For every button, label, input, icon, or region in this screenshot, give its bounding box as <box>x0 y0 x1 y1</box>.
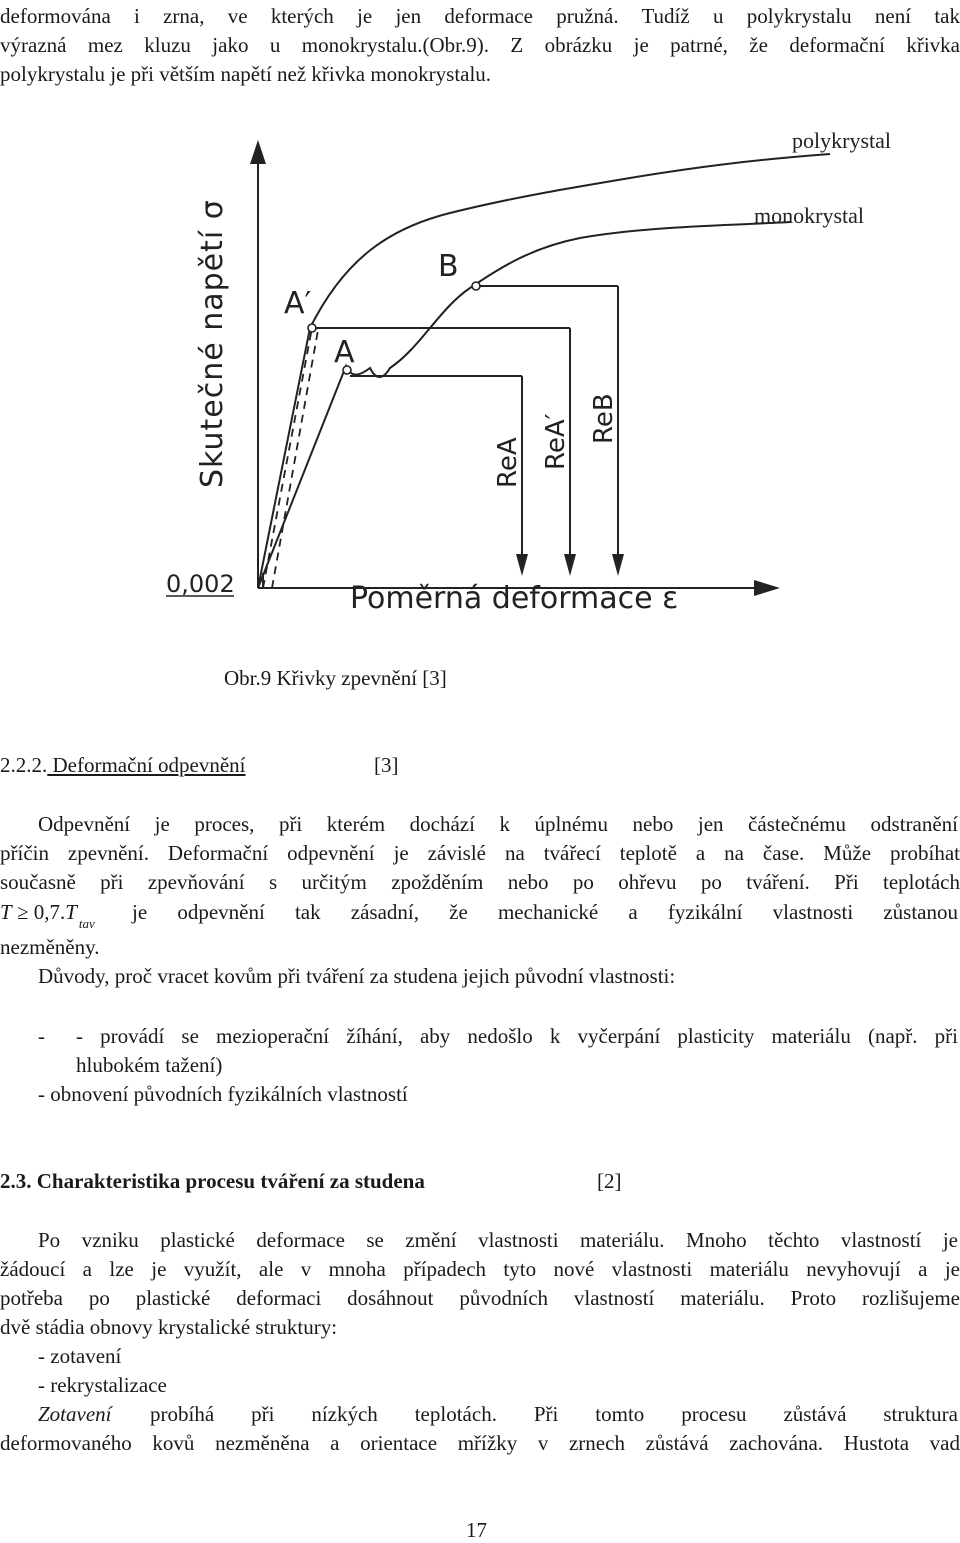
section-222-title: Deformační odpevnění <box>47 753 246 777</box>
intro-line-1: deformována i zrna, ve kterých je jen deformace pružná. Tudíž u polykrystalu není tak <box>0 4 960 28</box>
point-b-label: B <box>438 249 459 284</box>
section-23-ref: [2] <box>597 1169 622 1193</box>
reb-label: ReB <box>589 393 619 444</box>
dashed-elastic-line-2 <box>272 330 318 588</box>
dashed-elastic-line-1 <box>263 328 312 588</box>
page-number: 17 <box>466 1518 487 1542</box>
polykrystal-label: polykrystal <box>792 128 891 153</box>
formula <box>0 900 95 931</box>
rea-prime-arrowhead <box>564 554 576 576</box>
section-23-l7-italic: Zotavení <box>38 1402 112 1426</box>
y-axis-arrowhead <box>250 140 266 164</box>
origin-label: 0,002 <box>166 570 235 598</box>
section-222-p1: Odpevnění je proces, při kterém dochází k úplnému nebo jen částečnému odstranění <box>38 812 958 836</box>
formula-sub: tav <box>78 916 95 931</box>
section-23-l8: deformovaného kovů nezměněna a orientace mřížky v zrnech zůstává zachována. Hustota vad <box>0 1431 960 1455</box>
section-23-l7-rest: probíhá při nízkých teplotách. Při tomto procesu zůstává struktura <box>150 1402 958 1426</box>
monokrystal-curve <box>258 222 790 588</box>
section-23-l3: potřeba po plastické deformaci dosáhnout původních vlastností materiálu. Proto rozlišujeme <box>0 1286 960 1310</box>
stress-strain-figure <box>150 118 960 638</box>
bullet-1-cont: hlubokém tažení) <box>76 1053 223 1077</box>
bullet-2: - obnovení původních fyzikálních vlastností <box>38 1082 408 1106</box>
point-a-prime-marker <box>308 324 316 332</box>
section-222-p3: současně při zpevňování s určitým zpožděním nebo po ohřevu po tváření. Při teplotách <box>0 870 960 894</box>
section-222-p6: Důvody, proč vracet kovům při tváření za studena jejich původní vlastnosti: <box>38 964 676 988</box>
intro-line-2: výrazná mez kluzu jako u monokrystalu.(Obr.9). Z obrázku je patrné, že deformační křivka <box>0 33 960 57</box>
point-b-marker <box>472 282 480 290</box>
section-23-list-2: - rekrystalizace <box>38 1373 167 1397</box>
formula-t2: T <box>65 900 77 924</box>
section-222-number: 2.2.2. <box>0 753 48 777</box>
section-222-heading <box>0 753 246 777</box>
x-axis-label: Poměrná deformace ε <box>350 581 679 616</box>
point-a-label: A <box>334 335 355 370</box>
section-23-number: 2.3. <box>0 1169 32 1193</box>
section-23-l2: žádoucí a lze je využít, ale v mnoha případech tyto nové vlastnosti materiálu nevyhovují a je <box>0 1257 960 1281</box>
reb-arrowhead <box>612 554 624 576</box>
section-23-heading <box>0 1169 425 1193</box>
rea-arrowhead <box>516 554 528 576</box>
figure-caption: Obr.9 Křivky zpevnění [3] <box>224 666 447 690</box>
intro-line-3: polykrystalu je při větším napětí než křivka monokrystalu. <box>0 62 492 86</box>
section-23-l1: Po vzniku plastické deformace se změní vlastnosti materiálu. Mnoho těchto vlastností je <box>38 1228 958 1252</box>
bullet-1-dash: - <box>38 1024 45 1048</box>
y-axis-label: Skutečné napětí σ <box>195 199 230 488</box>
formula-t: T <box>0 900 12 924</box>
section-23-title: Charakteristika procesu tváření za studena <box>36 1169 425 1193</box>
section-222-ref: [3] <box>374 753 399 777</box>
section-23-list-1: - zotavení <box>38 1344 122 1368</box>
monokrystal-label: monokrystal <box>754 203 864 228</box>
rea-label: ReA <box>493 437 523 488</box>
section-222-p2: příčin zpevnění. Deformační odpevnění je závislé na tvářecí teplotě a na čase. Může probíhat <box>0 841 960 865</box>
point-a-prime-label: A′ <box>284 286 312 321</box>
rea-prime-label: ReA′ <box>541 413 571 470</box>
formula-rel: ≥ 0,7. <box>16 900 66 924</box>
section-222-p4: je odpevnění tak zásadní, že mechanické a fyzikální vlastnosti zůstanou <box>132 900 958 924</box>
section-23-l4: dvě stádia obnovy krystalické struktury: <box>0 1315 338 1339</box>
x-axis-arrowhead <box>754 580 780 596</box>
section-222-p5: nezměněny. <box>0 935 100 959</box>
bullet-1: - provádí se mezioperační žíhání, aby nedošlo k vyčerpání plasticity materiálu (např. při <box>76 1024 958 1048</box>
